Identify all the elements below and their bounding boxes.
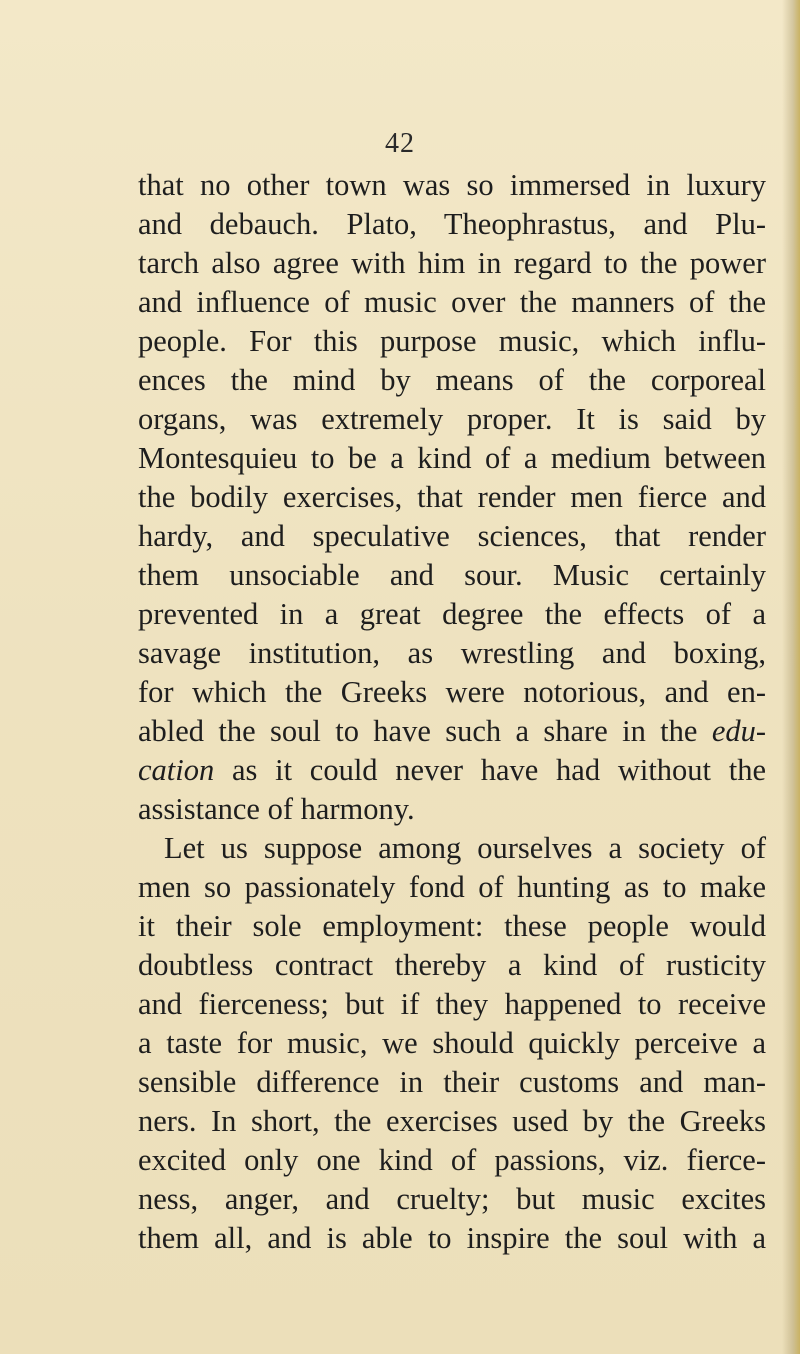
text-line-22: and fierceness; but if they happened to receive [138, 987, 766, 1021]
italic-word-edu: edu- [711, 714, 767, 748]
body-text [138, 166, 766, 1258]
text-line-6: ences the mind by means of the corporeal [138, 363, 766, 397]
text-line-21: doubtless contract thereby a kind of rusticity [138, 948, 766, 982]
text-line-15 [138, 712, 766, 751]
text-line-18: Let us suppose among ourselves a society of [164, 831, 766, 865]
text-line-10: hardy, and speculative sciences, that render [138, 519, 766, 553]
text-line-27: ness, anger, and cruelty; but music excites [138, 1182, 766, 1216]
text-line-24: sensible difference in their customs and man- [138, 1065, 766, 1099]
text-line-8: Montesquieu to be a kind of a medium between [138, 441, 766, 475]
text-line-17: assistance of harmony. [138, 792, 415, 826]
italic-word-cation: cation [138, 753, 215, 787]
text-line-9: the bodily exercises, that render men fierce and [138, 480, 766, 514]
text-line-23: a taste for music, we should quickly perceive a [138, 1026, 766, 1060]
text-line-3: tarch also agree with him in regard to the power [138, 246, 766, 280]
text-line-2: and debauch. Plato, Theophrastus, and Plu- [138, 207, 766, 241]
text-line-11: them unsociable and sour. Music certainly [138, 558, 766, 592]
text-line-5: people. For this purpose music, which influ- [138, 324, 766, 358]
text-line-13: savage institution, as wrestling and boxing, [138, 636, 766, 670]
text-line-12: prevented in a great degree the effects of a [138, 597, 766, 631]
text-line-25: ners. In short, the exercises used by the Greeks [138, 1104, 766, 1138]
text-line-1: that no other town was so immersed in luxury [138, 168, 766, 202]
text-line-16-roman: as it could never have had without the [231, 753, 767, 787]
text-line-26: excited only one kind of passions, viz. fierce- [138, 1143, 766, 1177]
text-line-15-roman: abled the soul to have such a share in the [138, 714, 698, 748]
text-line-16 [138, 751, 766, 790]
page-number: 42 [385, 128, 415, 159]
text-line-28: them all, and is able to inspire the soul with a [138, 1221, 766, 1255]
text-line-4: and influence of music over the manners of the [138, 285, 766, 319]
text-line-7: organs, was extremely proper. It is said by [138, 402, 766, 436]
page-edge-shadow [782, 0, 800, 1354]
text-line-20: it their sole employment: these people would [138, 909, 766, 943]
text-line-14: for which the Greeks were notorious, and en- [138, 675, 766, 709]
text-line-19: men so passionately fond of hunting as to make [138, 870, 766, 904]
